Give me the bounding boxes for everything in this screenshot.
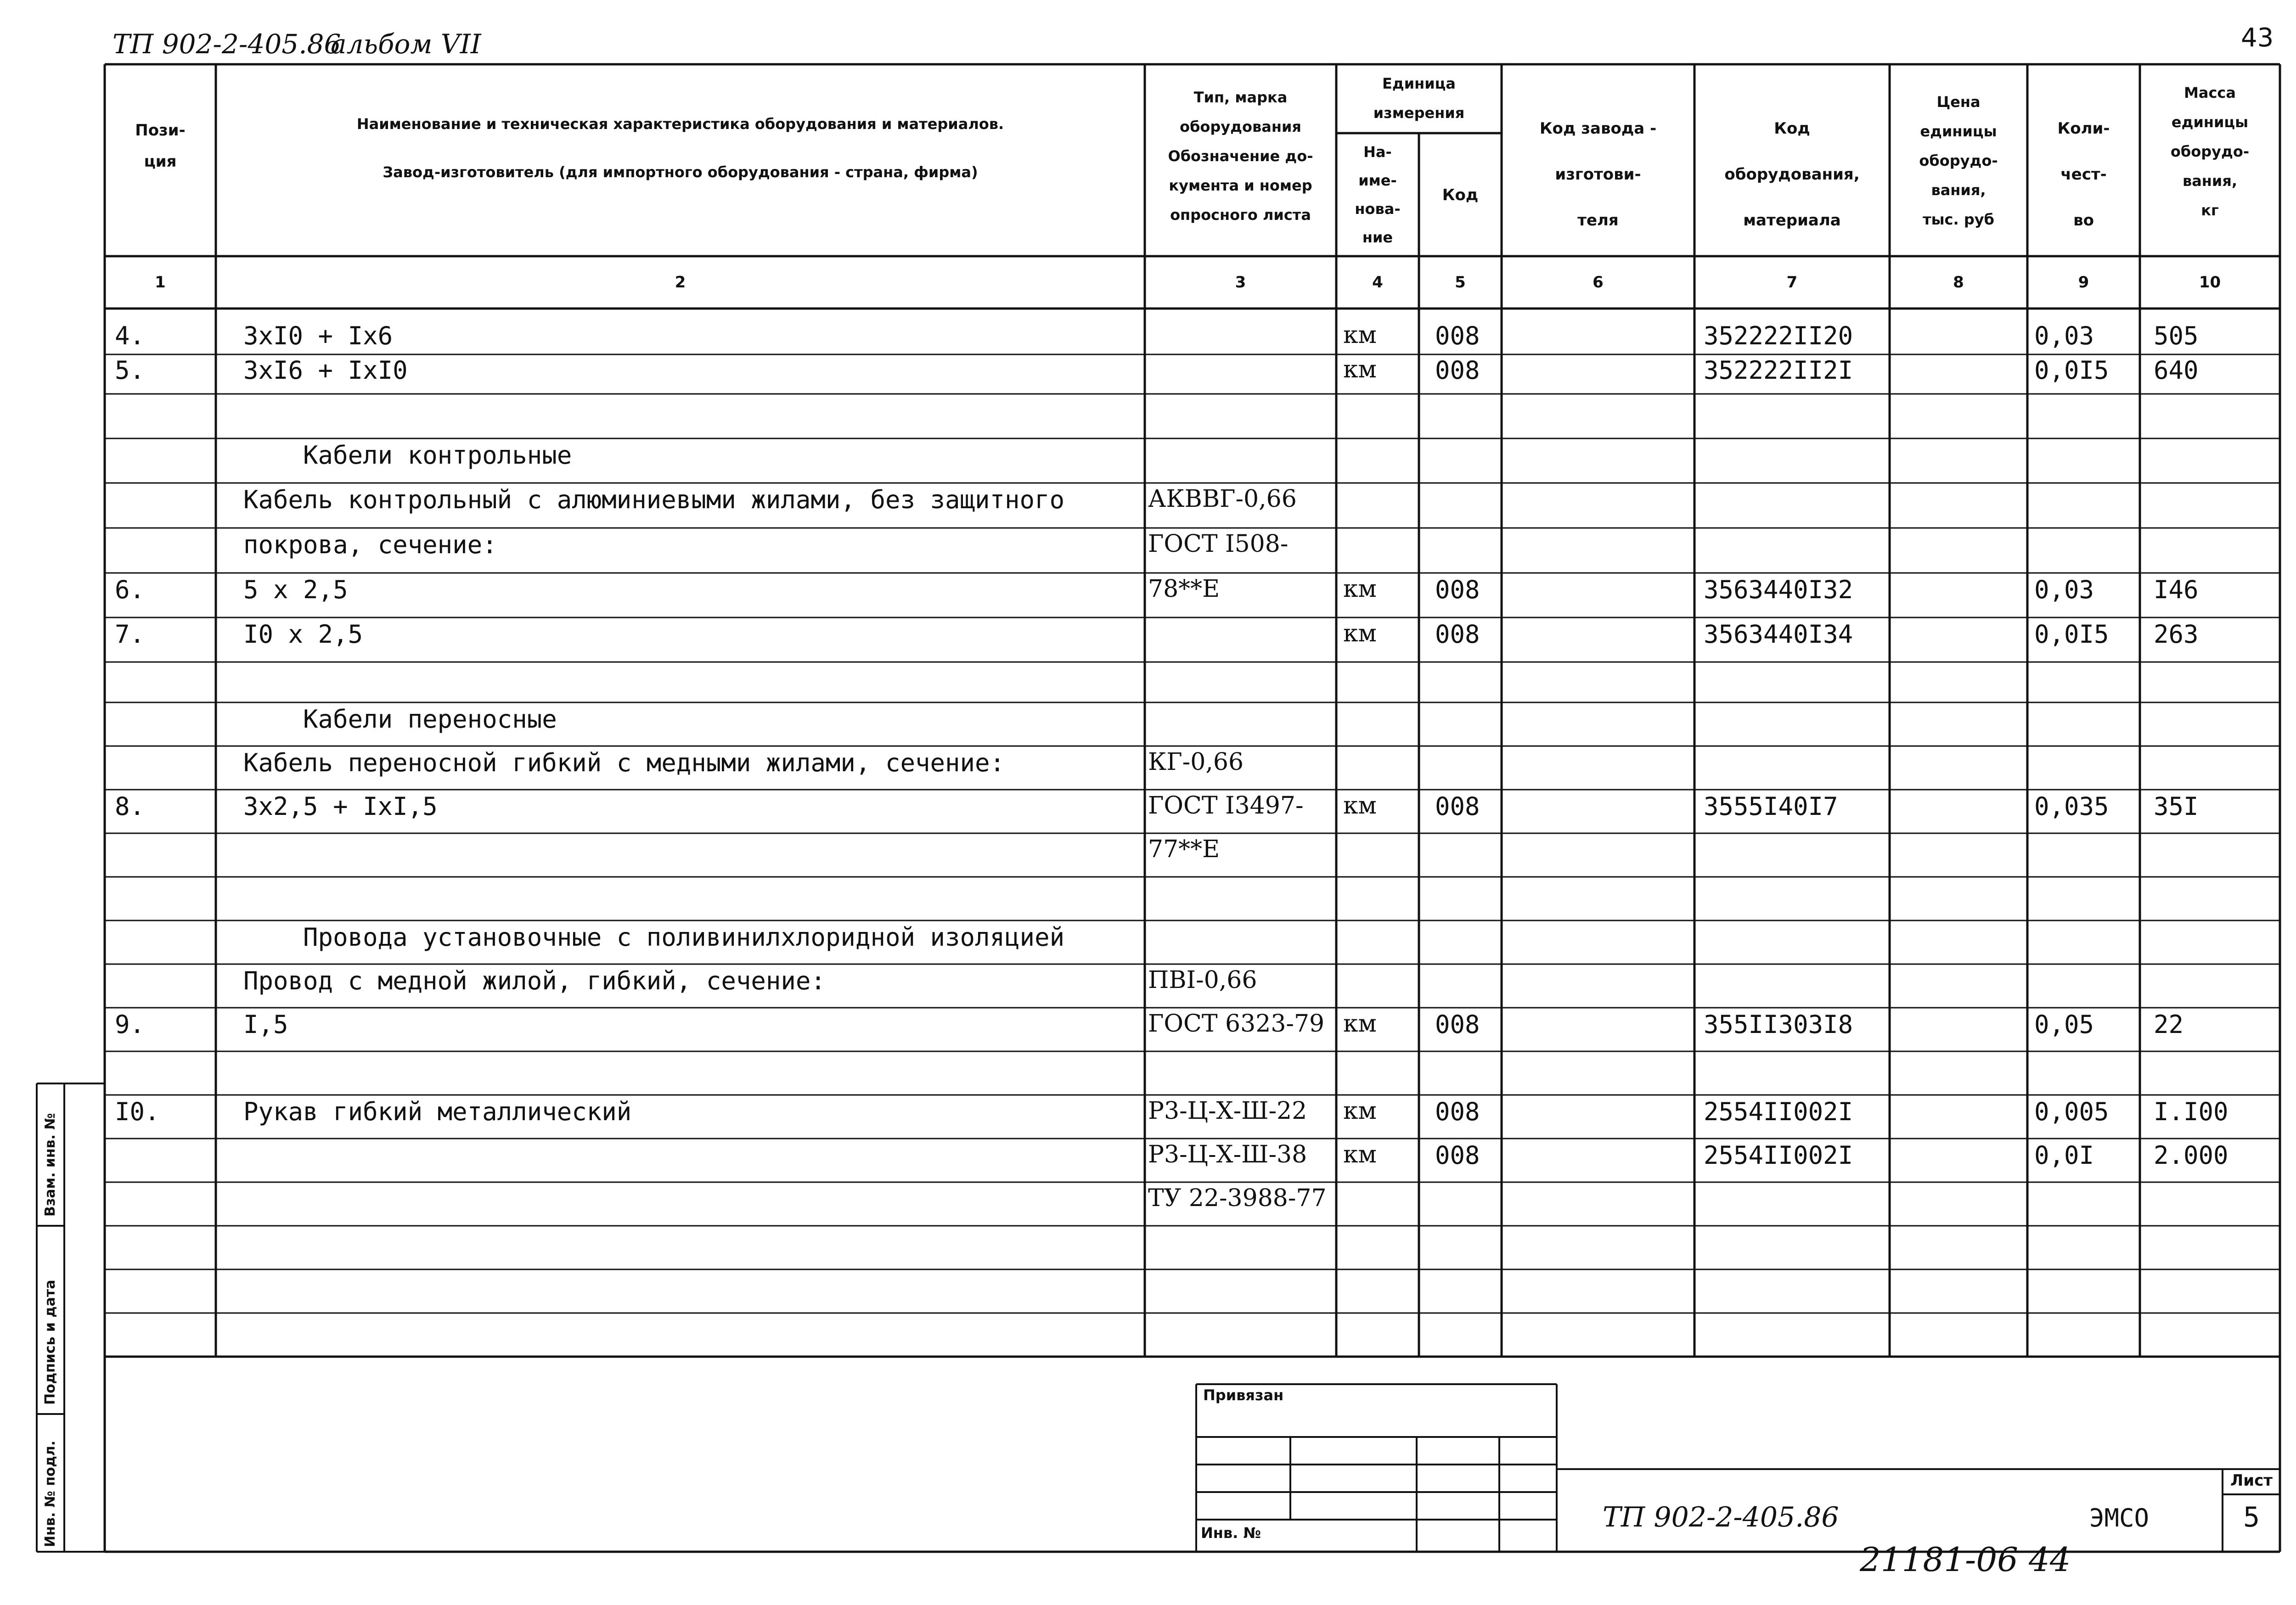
row-qty: 0,0I: [2034, 1141, 2094, 1170]
side-label-inv-orig: Инв. № подл.: [42, 1440, 58, 1547]
row-name: покрова, сечение:: [243, 530, 497, 559]
row-equip-code: 3563440I32: [1704, 575, 1853, 604]
row-unit: км: [1343, 792, 1377, 819]
row-name: 3xI0 + Ix6: [243, 321, 393, 350]
row-type: ГОСТ I508-: [1148, 530, 1289, 558]
row-name: Рукав гибкий металлический: [243, 1097, 632, 1126]
row-equip-code: 3555I40I7: [1704, 792, 1838, 821]
row-qty: 0,03: [2034, 321, 2094, 350]
row-mass: 2.000: [2154, 1141, 2228, 1170]
row-pos: 9.: [115, 1010, 145, 1039]
row-type: КГ-0,66: [1148, 748, 1244, 776]
side-label-replace-inv: Взам. инв. №: [42, 1113, 58, 1217]
doc-code: ТП 902-2-405.86: [1603, 1501, 1839, 1533]
row-equip-code: 355II303I8: [1704, 1010, 1853, 1039]
row-type: Р3-Ц-Х-Ш-22: [1148, 1097, 1307, 1125]
row-unit-code: 008: [1435, 620, 1480, 649]
col-number: 1: [155, 273, 166, 292]
row-qty: 0,05: [2034, 1010, 2094, 1039]
row-mass: 22: [2154, 1010, 2184, 1039]
row-name: 3x2,5 + IxI,5: [243, 792, 438, 821]
row-qty: 0,035: [2034, 792, 2109, 821]
col-header-pos: Пози- ция: [135, 121, 186, 171]
sheet-number: 5: [2243, 1501, 2260, 1533]
row-unit: км: [1343, 1010, 1377, 1038]
row-qty: 0,005: [2034, 1097, 2109, 1126]
page-number: 43: [2241, 23, 2274, 53]
row-equip-code: 352222II2I: [1704, 356, 1853, 385]
col-number: 9: [2078, 273, 2089, 292]
row-name: Провода установочные с поливинилхлоридной изоляцией: [243, 923, 1065, 952]
row-unit: км: [1343, 1141, 1377, 1168]
row-pos: 4.: [115, 321, 145, 350]
row-pos: 5.: [115, 356, 145, 385]
col-number: 4: [1372, 273, 1383, 292]
row-unit-code: 008: [1435, 356, 1480, 385]
row-pos: 7.: [115, 620, 145, 649]
col-number: 6: [1593, 273, 1604, 292]
col-number: 7: [1786, 273, 1798, 292]
col-number: 5: [1455, 273, 1466, 292]
row-mass: I.I00: [2154, 1097, 2228, 1126]
col-header-qty: Коли- чест- во: [2057, 119, 2110, 230]
row-name: I0 x 2,5: [243, 620, 363, 649]
col-header-price: Цена единицы оборудо- вания, тыс. руб: [1919, 93, 1998, 228]
row-unit: км: [1343, 620, 1377, 647]
row-type: 78**Е: [1148, 575, 1220, 603]
col-header-name-line2: Завод-изготовитель (для импортного оборудования - страна, фирма): [383, 163, 978, 181]
row-name: I,5: [243, 1010, 288, 1039]
row-type: 77**Е: [1148, 836, 1220, 863]
col-header-unit: Единица измерения: [1373, 75, 1465, 122]
row-type: ТУ 22-3988-77: [1148, 1184, 1327, 1212]
row-mass: I46: [2154, 575, 2199, 604]
row-unit: км: [1343, 575, 1377, 603]
row-type: ГОСТ 6323-79: [1148, 1010, 1325, 1038]
row-unit-code: 008: [1435, 321, 1480, 350]
bound-label: Привязан: [1203, 1386, 1284, 1404]
row-mass: 505: [2154, 321, 2199, 350]
row-type: АКВВГ-0,66: [1148, 485, 1297, 513]
row-name: Кабель переносной гибкий с медными жилами, сечение:: [243, 748, 1005, 777]
row-equip-code: 352222II20: [1704, 321, 1853, 350]
col-number: 2: [675, 273, 686, 292]
inv-no-label: Инв. №: [1201, 1524, 1261, 1542]
row-unit: км: [1343, 321, 1377, 349]
col-number: 8: [1953, 273, 1964, 292]
row-equip-code: 2554II002I: [1704, 1141, 1853, 1170]
row-name: Кабели переносные: [243, 705, 557, 734]
row-pos: 6.: [115, 575, 145, 604]
col-header-unit-name: На- име- нова- ние: [1355, 143, 1401, 246]
row-unit: км: [1343, 356, 1377, 383]
col-number: 10: [2199, 273, 2221, 292]
row-qty: 0,0I5: [2034, 620, 2109, 649]
row-pos: 8.: [115, 792, 145, 821]
col-header-equip-code: Код оборудования, материала: [1724, 119, 1860, 230]
row-name: Кабели контрольные: [243, 441, 572, 470]
col-number: 3: [1235, 273, 1246, 292]
col-header-mass: Масса единицы оборудо- вания, кг: [2170, 84, 2250, 219]
row-unit: км: [1343, 1097, 1377, 1125]
row-name: 3xI6 + IxI0: [243, 356, 408, 385]
side-label-sign-date: Подпись и дата: [42, 1280, 58, 1405]
row-qty: 0,0I5: [2034, 356, 2109, 385]
section-code: ЭМСО: [2089, 1504, 2150, 1532]
col-header-plant-code: Код завода - изготови- теля: [1539, 119, 1657, 230]
row-type: Р3-Ц-Х-Ш-38: [1148, 1141, 1307, 1168]
row-unit-code: 008: [1435, 1010, 1480, 1039]
row-unit-code: 008: [1435, 792, 1480, 821]
row-equip-code: 3563440I34: [1704, 620, 1853, 649]
col-header-unit-code: Код: [1442, 186, 1479, 204]
row-type: ПВI-0,66: [1148, 966, 1257, 994]
row-mass: 640: [2154, 356, 2199, 385]
row-mass: 263: [2154, 620, 2199, 649]
row-unit-code: 008: [1435, 1141, 1480, 1170]
row-equip-code: 2554II002I: [1704, 1097, 1853, 1126]
row-qty: 0,03: [2034, 575, 2094, 604]
row-pos: I0.: [115, 1097, 160, 1126]
footer-number: 21181-06 44: [1860, 1540, 2071, 1579]
row-name: Провод с медной жилой, гибкий, сечение:: [243, 966, 826, 995]
row-name: 5 x 2,5: [243, 575, 348, 604]
row-type: ГОСТ I3497-: [1148, 792, 1304, 819]
row-unit-code: 008: [1435, 1097, 1480, 1126]
col-header-type: Тип, марка оборудования Обозначение до- кумента и номер опросного листа: [1168, 89, 1313, 224]
sheet-label: Лист: [2230, 1471, 2273, 1490]
doc-ref: ТП 902-2-405.86: [113, 28, 341, 60]
row-name: Кабель контрольный с алюминиевыми жилами, без защитного: [243, 485, 1065, 514]
album-label: альбом VII: [331, 28, 481, 60]
row-mass: 35I: [2154, 792, 2199, 821]
col-header-name-line1: Наименование и техническая характеристика оборудования и материалов.: [356, 115, 1004, 133]
row-unit-code: 008: [1435, 575, 1480, 604]
